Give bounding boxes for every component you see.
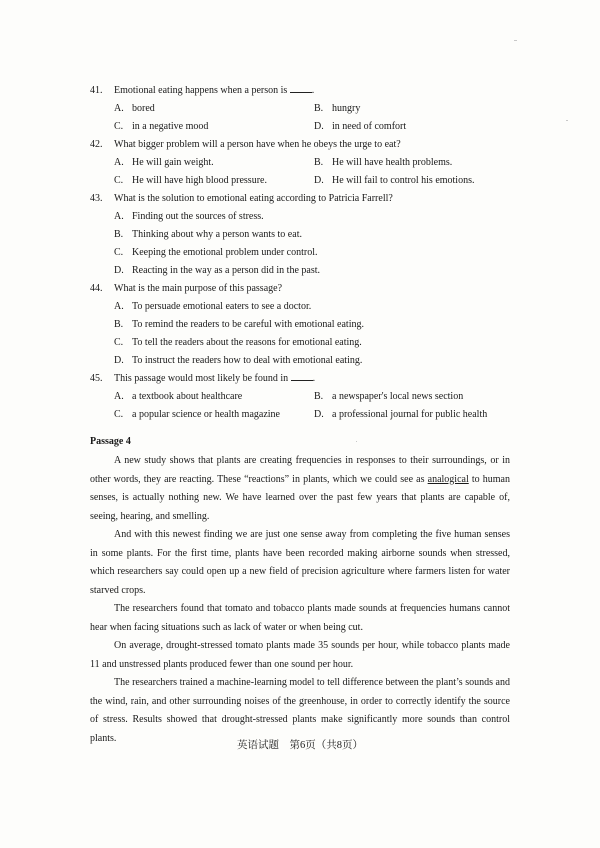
question-text: What is the main purpose of this passage? (114, 283, 283, 294)
option-a: A. To persuade emotional eaters to see a doctor. (114, 301, 312, 312)
passage-title: Passage 4 (90, 436, 131, 447)
question-number: 41. (90, 85, 103, 96)
question-text-end: . (311, 85, 315, 96)
question-stem (90, 82, 530, 100)
option-row (90, 334, 530, 352)
option-a: A. bored (114, 103, 155, 114)
question-list (90, 82, 530, 424)
option-row (90, 388, 530, 406)
option-row (90, 118, 530, 136)
option-row (90, 352, 530, 370)
option-d: D. To instruct the readers how to deal with emotional eating. (114, 355, 363, 366)
question-number: 45. (90, 373, 103, 384)
page-footer: 英语试题 第6页（共8页） (237, 740, 363, 751)
option-d: D. Reacting in the way as a person did in the past. (114, 265, 321, 276)
question-stem (90, 136, 530, 154)
question-43 (90, 190, 530, 280)
option-a: A. He will gain weight. (114, 157, 214, 168)
underlined-word: analogical (427, 473, 469, 485)
scan-speck (356, 441, 357, 442)
question-45 (90, 370, 530, 424)
option-row (90, 406, 530, 424)
option-b: B. To remind the readers to be careful with emotional eating. (114, 319, 364, 330)
option-row (90, 262, 530, 280)
passage-paragraph: On average, drought-stressed tomato plants made 35 sounds per hour, while tobacco plants made 11 and unstressed plants produced fewer than one sound per hour. (90, 640, 510, 670)
option-d: D. a professional journal for public health (314, 409, 488, 420)
option-b: B. He will have health problems. (314, 157, 453, 168)
passage-paragraph: A new study shows that plants are creating frequencies in responses to their surroundings, or in other words, they are reacting. These “reactions” in plants, which we could see as analogical to human senses, is actually nothing new. We have learned over the past few years that plants are capable of, seeing, hearing, and smelling. (90, 455, 510, 522)
scan-speck (514, 40, 517, 41)
option-c: C. in a negative mood (114, 121, 209, 132)
option-a: A. Finding out the sources of stress. (114, 211, 264, 222)
option-d: D. in need of comfort (314, 121, 407, 132)
option-row (90, 226, 530, 244)
question-41 (90, 82, 530, 136)
question-number: 42. (90, 139, 103, 150)
option-row (90, 208, 530, 226)
option-c: C. Keeping the emotional problem under control. (114, 247, 318, 258)
question-42 (90, 136, 530, 190)
option-c: C. He will have high blood pressure. (114, 175, 267, 186)
option-row (90, 244, 530, 262)
passage-4 (90, 432, 510, 748)
option-c: C. To tell the readers about the reasons for emotional eating. (114, 337, 362, 348)
question-number: 44. (90, 283, 103, 294)
scan-speck (566, 120, 568, 121)
passage-paragraph: And with this newest finding we are just one sense away from completing the five human senses in some plants. For the first time, plants have been recorded making airborne sounds when stressed, which researchers say could open up a new field of precision agriculture where farmers listen for water starved crops. (90, 529, 510, 596)
answer-blank (291, 370, 313, 381)
question-stem (90, 280, 530, 298)
question-text: This passage would most likely be found in (114, 373, 289, 384)
question-number: 43. (90, 193, 103, 204)
question-text: Emotional eating happens when a person is (114, 85, 288, 96)
option-row (90, 172, 530, 190)
option-c: C. a popular science or health magazine (114, 409, 280, 420)
option-row (90, 100, 530, 118)
question-text: What is the solution to emotional eating according to Patricia Farrell? (114, 193, 393, 204)
answer-blank (290, 82, 312, 93)
passage-paragraph: The researchers trained a machine-learning model to tell difference between the plant’s sounds and the wind, rain, and other surrounding noises of the greenhouse, in order to correctly identify the source of stress. Results showed that drought-stressed plants make significantly more sounds than control plants. (90, 677, 510, 744)
option-row (90, 298, 530, 316)
question-stem (90, 370, 530, 388)
passage-paragraph: The researchers found that tomato and tobacco plants made sounds at frequencies humans cannot hear when facing situations such as lack of water or when being cut. (90, 603, 510, 633)
question-stem (90, 190, 530, 208)
question-text: What bigger problem will a person have when he obeys the urge to eat? (114, 139, 401, 150)
option-row (90, 316, 530, 334)
option-a: A. a textbook about healthcare (114, 391, 243, 402)
option-d: D. He will fail to control his emotions. (314, 175, 475, 186)
option-b: B. a newspaper's local news section (314, 391, 464, 402)
option-b: B. Thinking about why a person wants to eat. (114, 229, 302, 240)
option-b: B. hungry (314, 103, 361, 114)
question-44 (90, 280, 530, 370)
option-row (90, 154, 530, 172)
question-text-end: . (312, 373, 316, 384)
